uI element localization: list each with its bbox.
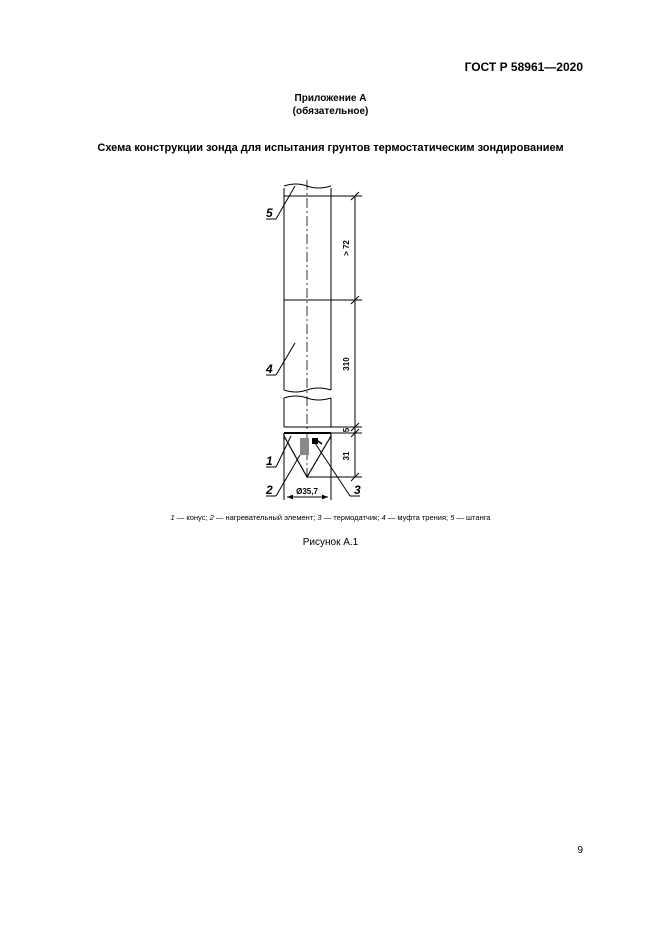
appendix-status: (обязательное)	[292, 106, 369, 117]
legend-num-5: 5	[450, 513, 455, 522]
friction-sleeve	[284, 300, 331, 433]
legend-num-2: 2	[209, 513, 214, 522]
figure-caption: Рисунок А.1	[302, 537, 359, 548]
legend-num-1: 1	[170, 513, 175, 522]
dim-sleeve-length: 310	[342, 357, 351, 371]
appendix-title: Приложение А	[294, 93, 367, 104]
heating-element	[300, 438, 309, 455]
figure-title: Схема конструкции зонда для испытания грунтов термостатическим зондированием	[97, 142, 564, 154]
legend-num-4: 4	[381, 513, 386, 522]
callout-leaders	[266, 186, 360, 496]
dim-top-length: > 72	[342, 240, 351, 256]
legend-text-3: — термодатчик;	[321, 513, 382, 522]
callout-5: 5	[266, 206, 273, 220]
legend-num-3: 3	[317, 513, 322, 522]
page-number: 9	[577, 845, 583, 856]
callout-2: 2	[266, 483, 273, 497]
appendix-heading	[0, 92, 661, 118]
probe-drawing	[255, 175, 395, 510]
vertical-dimensions	[307, 192, 362, 481]
legend-text-1: — конус;	[174, 513, 210, 522]
legend-text-2: — нагревательный элемент;	[213, 513, 318, 522]
dim-cone-length: 31	[342, 451, 351, 461]
callout-1: 1	[266, 454, 273, 468]
legend-text-4: — муфта трения;	[385, 513, 451, 522]
callout-4: 4	[266, 362, 273, 376]
dim-diameter: Ø35,7	[296, 487, 318, 496]
callout-3: 3	[354, 483, 361, 497]
thermosensor-mark	[318, 441, 322, 444]
figure-legend	[0, 513, 661, 522]
document-code: ГОСТ Р 58961—2020	[464, 60, 583, 74]
dim-gap-length: 5	[342, 427, 351, 433]
rod	[284, 184, 331, 300]
legend-text-5: — штанга	[454, 513, 491, 522]
